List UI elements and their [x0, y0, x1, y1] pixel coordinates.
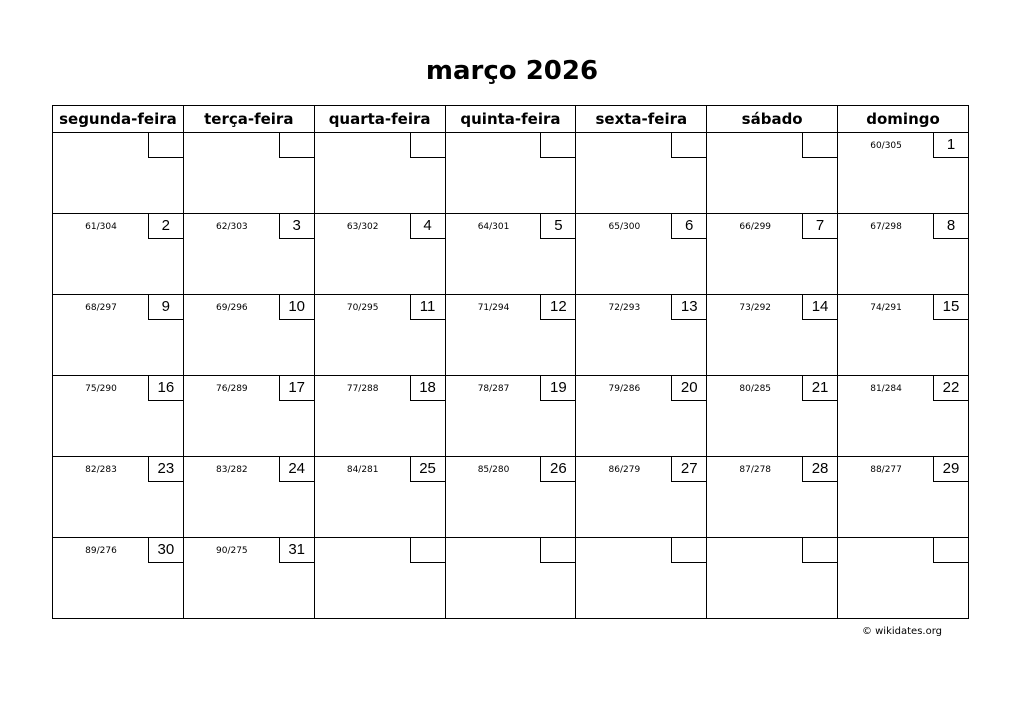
day-number: 24 [279, 457, 314, 482]
day-cell [314, 214, 445, 295]
day-number: 2 [148, 214, 183, 239]
day-of-year-label: 84/281 [346, 465, 379, 475]
weekday-header: sexta-feira [576, 106, 707, 133]
day-of-year-label: 83/282 [216, 465, 248, 475]
day-cell [838, 457, 969, 538]
day-number: 14 [802, 295, 837, 320]
day-number: 13 [671, 295, 706, 320]
weekday-header: domingo [838, 106, 969, 133]
day-number: 1 [933, 133, 968, 158]
day-cell [707, 214, 838, 295]
day-number [802, 133, 837, 158]
day-number: 28 [802, 457, 837, 482]
day-cell [314, 376, 445, 457]
calendar-grid [52, 105, 969, 619]
day-number [410, 133, 445, 158]
day-number: 29 [933, 457, 968, 482]
day-number [540, 538, 575, 563]
day-of-year-label: 72/293 [608, 303, 641, 313]
day-of-year-label: 88/277 [870, 465, 902, 475]
day-cell [707, 376, 838, 457]
day-number: 9 [148, 295, 183, 320]
day-cell [707, 133, 838, 214]
day-of-year-label: 64/301 [477, 222, 510, 232]
weekday-header: quarta-feira [314, 106, 445, 133]
day-of-year-label: 73/292 [739, 303, 772, 313]
day-of-year-label: 60/305 [870, 141, 902, 151]
day-cell [576, 295, 707, 376]
day-of-year-label: 80/285 [739, 384, 772, 394]
day-of-year-label: 62/303 [216, 222, 248, 232]
day-cell [183, 214, 314, 295]
day-of-year-label: 69/296 [216, 303, 248, 313]
day-number [671, 538, 706, 563]
day-number: 7 [802, 214, 837, 239]
day-of-year-label: 67/298 [870, 222, 902, 232]
day-cell [183, 457, 314, 538]
day-cell [53, 133, 184, 214]
week-row [53, 295, 969, 376]
day-of-year-label: 89/276 [85, 546, 117, 556]
day-number: 12 [540, 295, 575, 320]
day-of-year-label: 70/295 [346, 303, 379, 313]
day-cell [576, 376, 707, 457]
day-cell [183, 133, 314, 214]
day-number: 19 [540, 376, 575, 401]
day-cell [53, 457, 184, 538]
day-number [933, 538, 968, 563]
day-cell [445, 295, 576, 376]
day-cell [707, 538, 838, 619]
day-of-year-label: 85/280 [477, 465, 510, 475]
day-cell [53, 376, 184, 457]
day-cell [838, 295, 969, 376]
day-cell [838, 214, 969, 295]
day-of-year-label: 61/304 [85, 222, 117, 232]
day-cell [445, 214, 576, 295]
day-number: 27 [671, 457, 706, 482]
day-number: 25 [410, 457, 445, 482]
day-of-year-label: 86/279 [608, 465, 641, 475]
weekday-header: terça-feira [183, 106, 314, 133]
weekday-header-row [53, 106, 969, 133]
day-cell [53, 295, 184, 376]
day-of-year-label: 81/284 [870, 384, 902, 394]
week-row [53, 538, 969, 619]
day-number [671, 133, 706, 158]
day-cell [53, 538, 184, 619]
day-cell [838, 376, 969, 457]
day-number: 26 [540, 457, 575, 482]
day-number: 21 [802, 376, 837, 401]
week-row [53, 133, 969, 214]
day-of-year-label: 87/278 [739, 465, 772, 475]
day-of-year-label: 78/287 [477, 384, 510, 394]
day-cell [314, 538, 445, 619]
day-cell [314, 133, 445, 214]
day-of-year-label: 63/302 [346, 222, 379, 232]
day-number [410, 538, 445, 563]
day-number: 11 [410, 295, 445, 320]
day-cell [314, 295, 445, 376]
day-cell [576, 457, 707, 538]
day-number [279, 133, 314, 158]
day-of-year-label: 90/275 [216, 546, 248, 556]
day-cell [314, 457, 445, 538]
day-number: 8 [933, 214, 968, 239]
day-cell [576, 538, 707, 619]
day-cell [838, 538, 969, 619]
day-cell [183, 295, 314, 376]
day-number: 31 [279, 538, 314, 563]
day-cell [445, 376, 576, 457]
day-number: 17 [279, 376, 314, 401]
day-number: 5 [540, 214, 575, 239]
day-number: 10 [279, 295, 314, 320]
day-of-year-label: 74/291 [870, 303, 902, 313]
day-number: 20 [671, 376, 706, 401]
weekday-header: segunda-feira [53, 106, 184, 133]
day-cell [53, 214, 184, 295]
day-of-year-label: 76/289 [216, 384, 248, 394]
day-number: 3 [279, 214, 314, 239]
day-of-year-label: 75/290 [85, 384, 117, 394]
calendar-body [53, 133, 969, 619]
week-row [53, 376, 969, 457]
copyright-footer: © wikidates.org [861, 626, 942, 637]
day-of-year-label: 68/297 [85, 303, 117, 313]
day-cell [707, 295, 838, 376]
day-number: 16 [148, 376, 183, 401]
day-number: 30 [148, 538, 183, 563]
weekday-header: quinta-feira [445, 106, 576, 133]
day-cell [707, 457, 838, 538]
day-number: 23 [148, 457, 183, 482]
day-of-year-label: 66/299 [739, 222, 772, 232]
week-row [53, 457, 969, 538]
day-cell [445, 133, 576, 214]
day-of-year-label: 77/288 [346, 384, 379, 394]
day-cell [183, 376, 314, 457]
day-number: 15 [933, 295, 968, 320]
day-of-year-label: 65/300 [608, 222, 641, 232]
day-cell [576, 133, 707, 214]
day-of-year-label: 79/286 [608, 384, 641, 394]
day-number: 22 [933, 376, 968, 401]
day-cell [838, 133, 969, 214]
day-cell [576, 214, 707, 295]
day-number [540, 133, 575, 158]
day-number: 4 [410, 214, 445, 239]
week-row [53, 214, 969, 295]
calendar-title: março 2026 [425, 56, 599, 86]
day-cell [445, 457, 576, 538]
day-cell [445, 538, 576, 619]
day-of-year-label: 82/283 [85, 465, 117, 475]
day-of-year-label: 71/294 [477, 303, 510, 313]
weekday-header: sábado [707, 106, 838, 133]
day-number: 18 [410, 376, 445, 401]
day-number: 6 [671, 214, 706, 239]
day-cell [183, 538, 314, 619]
day-number [148, 133, 183, 158]
day-number [802, 538, 837, 563]
